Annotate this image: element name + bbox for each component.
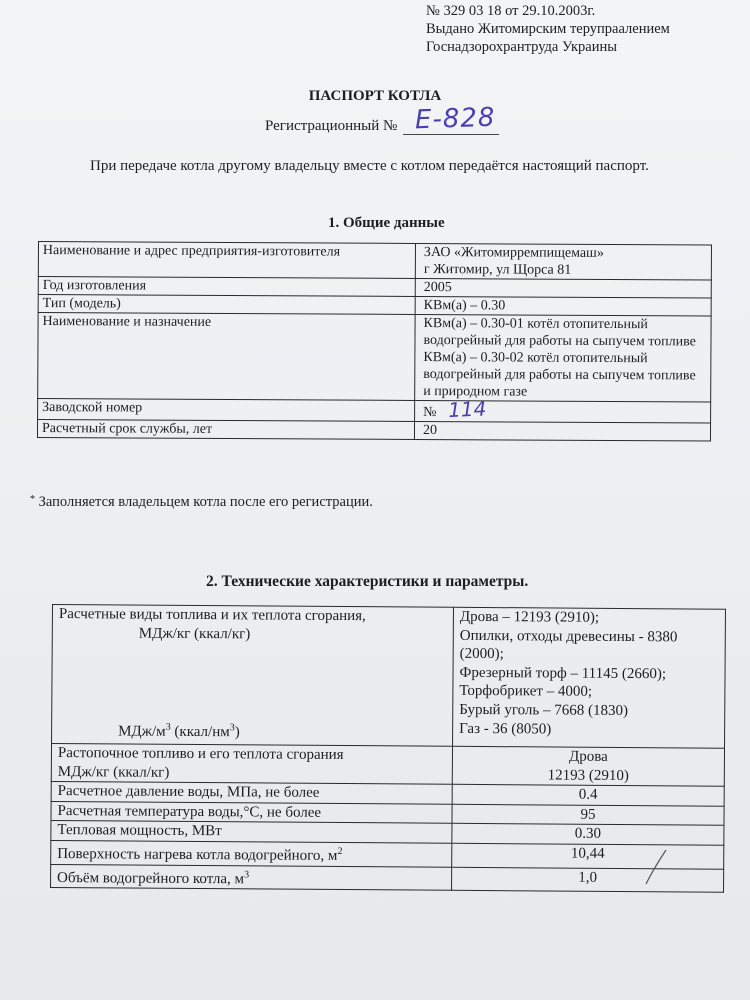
row-label: Расчетный срок службы, лет [37, 420, 414, 440]
row-label [51, 864, 452, 890]
row-value [415, 396, 711, 423]
fuel-value: Газ - 36 (8050) [459, 720, 552, 738]
row-value: Дрова 12193 (2910) [452, 746, 724, 786]
registration-field [403, 102, 499, 136]
row-label: Растопочное топливо и его теплота сгорания МДж/кг (ккал/кг) [51, 744, 452, 785]
serial-prefix: № [423, 405, 437, 421]
table-row [52, 605, 726, 749]
registration-handwritten-number: Е-828 [414, 102, 497, 136]
certificate-number: № 329 03 18 от 29.10.2003г. [426, 3, 596, 19]
row-value: 0.30 [452, 824, 724, 845]
row-value: ЗАО «Житомирремпищемаш» г Житомир, ул Щорса 81 [415, 243, 711, 280]
document-title: ПАСПОРТ КОТЛА [308, 88, 442, 104]
row-label: Расчетная температура воды,°С, не более [51, 801, 452, 823]
table-row [51, 744, 724, 787]
row-label: Тепловая мощность, МВт [51, 821, 452, 843]
section2-heading: 2. Технические характеристики и параметры. [206, 573, 529, 590]
fuel-unit-mass: МДж/кг (ккал/кг) [138, 625, 251, 642]
unit-sup: 2 [337, 845, 343, 858]
fuel-value: Бурый уголь – 7668 (1830) [459, 701, 629, 719]
row-label: Наименование и адрес предприятия-изготовителя [38, 242, 415, 279]
row-value: 95 [452, 804, 724, 825]
pencil-tick-mark [640, 846, 670, 886]
general-data-table [37, 241, 712, 442]
issued-by-line: Выдано Житомирским терупраалением [426, 21, 670, 37]
table-row [38, 242, 711, 281]
row-value: 0.4 [452, 784, 724, 805]
row-label: Год изготовления [38, 277, 415, 297]
footnote [30, 494, 373, 511]
fuel-values-cell [453, 607, 726, 748]
table-row [51, 864, 724, 892]
row-label: Тип (модель) [38, 295, 415, 315]
technical-params-table [50, 604, 726, 893]
registration-line [265, 102, 499, 136]
fuel-value: (2000); [459, 646, 504, 663]
unit-part: МДж/м [118, 723, 166, 741]
registration-label: Регистрационный № [265, 118, 398, 134]
row-value: 2005 [415, 278, 711, 298]
row-value: 10,44 [452, 843, 724, 868]
row-value: КВм(а) – 0.30 [415, 296, 711, 316]
table-row [37, 420, 710, 442]
issuing-authority: Госнадзорохрантруда Украины [426, 39, 617, 55]
fuel-label: Расчетные виды топлива и их теплота сгорания, [58, 606, 366, 625]
unit-sup: 3 [165, 722, 171, 734]
row-value: КВм(а) – 0.30-01 котёл отопительный водогрейный для работы на сыпучем топливе КВм(а) – 0.30-02 котёл отопительный водогрейный для работы на сыпучем топливе и природном газе [415, 314, 711, 402]
row-label-text: Поверхность нагрева котла водогрейного, м [57, 846, 338, 864]
row-label: Наименование и назначение [38, 313, 415, 401]
table-row [38, 313, 711, 403]
row-label: Расчетное давление воды, МПа, не более [51, 782, 452, 804]
transfer-note: При передаче котла другому владельцу вместе с котлом передаётся настоящий паспорт. [90, 158, 649, 174]
serial-handwritten-number: 114 [447, 396, 487, 423]
fuel-value: Фрезерный торф – 11145 (2660); [459, 664, 667, 683]
certificate-header [426, 2, 670, 56]
unit-sup: 3 [244, 868, 250, 880]
unit-sup: 3 [229, 722, 235, 734]
row-label [51, 840, 452, 866]
row-label-text: Объём водогрейного котла, м [57, 869, 245, 887]
footnote-asterisk: * [30, 494, 35, 505]
fuel-value: Торфобрикет – 4000; [459, 683, 593, 701]
fuel-value: Опилки, отходы древесины - 8380 [459, 627, 678, 645]
footnote-text: Заполняется владельцем котла после его регистрации. [38, 494, 373, 510]
row-value: 1,0 [452, 867, 724, 892]
fuel-value: Дрова – 12193 (2910); [459, 608, 600, 626]
row-label: Заводской номер [38, 399, 415, 422]
unit-part: ) [234, 724, 240, 741]
row-value: 20 [414, 421, 710, 441]
unit-part: (ккал/нм [170, 724, 230, 741]
section1-heading: 1. Общие данные [328, 215, 445, 231]
fuel-label-cell [52, 605, 454, 747]
fuel-unit-volume [118, 719, 240, 742]
